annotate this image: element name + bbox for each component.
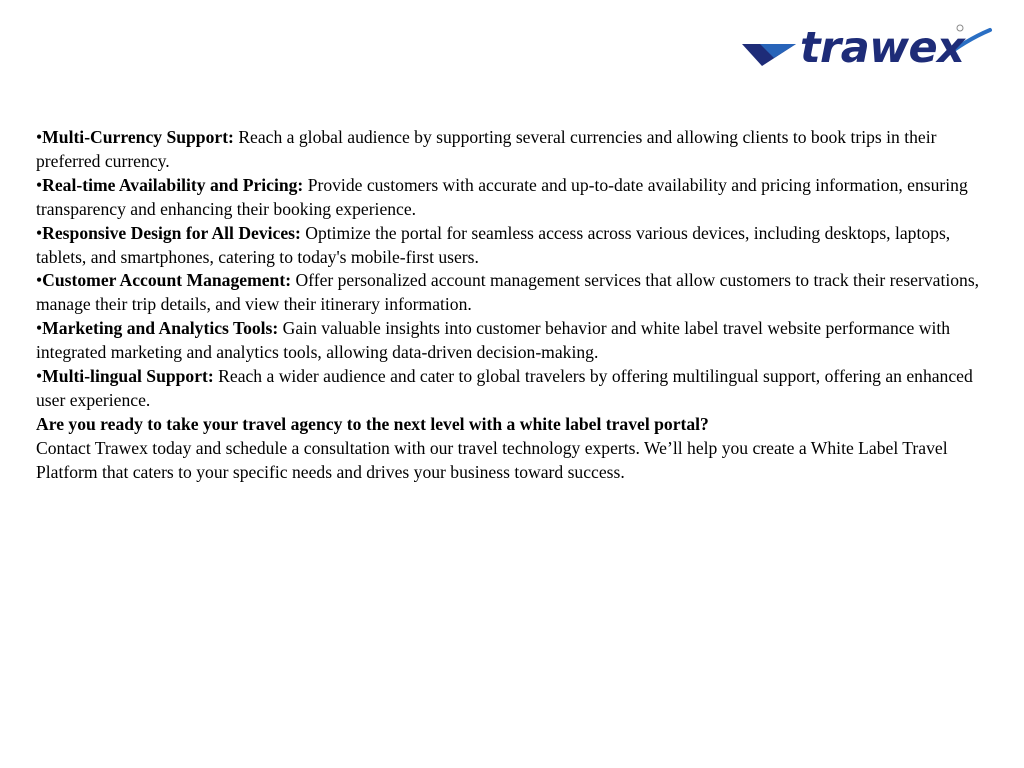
feature-label: Responsive Design for All Devices: <box>42 222 301 243</box>
bullet: • <box>36 222 43 243</box>
feature-label: Marketing and Analytics Tools: <box>42 318 279 339</box>
feature-multi-lingual <box>36 365 981 413</box>
feature-text: Reach a global audience by supporting several currencies and allowing clients to book trips in their preferred currency. <box>36 127 937 171</box>
cta-body: Contact Trawex today and schedule a consultation with our travel technology experts. We’ll help you create a White Label Travel Platform that caters to your specific needs and drives your business toward success. <box>36 437 948 482</box>
trawex-logo <box>740 22 996 76</box>
feature-text: Optimize the portal for seamless access across various devices, including desktops, laptops, tablets, and smartphones, catering to today's mobile-first users. <box>36 222 951 267</box>
feature-text: Reach a wider audience and cater to global travelers by offering multilingual support, offering an enhanced user experience. <box>36 366 973 410</box>
feature-label: Real-time Availability and Pricing: <box>42 174 304 195</box>
feature-label: Multi-Currency Support: <box>42 127 234 147</box>
feature-label: Customer Account Management: <box>42 270 292 291</box>
bullet: • <box>36 270 43 291</box>
bullet: • <box>36 318 43 339</box>
feature-customer-account <box>36 269 981 317</box>
feature-responsive-design <box>36 222 981 270</box>
bullet: • <box>36 366 43 387</box>
feature-real-time-availability <box>36 174 981 222</box>
feature-label: Multi-lingual Support: <box>42 366 214 387</box>
feature-multi-currency <box>36 126 981 174</box>
cta-question: Are you ready to take your travel agency to the next level with a white label travel portal? <box>36 413 709 434</box>
bullet: • <box>36 127 43 147</box>
bullet: • <box>36 174 43 195</box>
feature-content <box>36 126 981 485</box>
logo-wordmark: trawex <box>800 23 965 73</box>
feature-text: Offer personalized account management services that allow customers to track their reservations, manage their trip details, and view their itinerary information. <box>36 270 980 315</box>
feature-marketing-analytics <box>36 317 981 365</box>
feature-text: Provide customers with accurate and up-to-date availability and pricing information, ensuring transparency and enhancing their booking experience. <box>36 174 968 219</box>
feature-text: Gain valuable insights into customer behavior and white label travel website performance with integrated marketing and analytics tools, allowing data-driven decision-making. <box>36 318 951 363</box>
